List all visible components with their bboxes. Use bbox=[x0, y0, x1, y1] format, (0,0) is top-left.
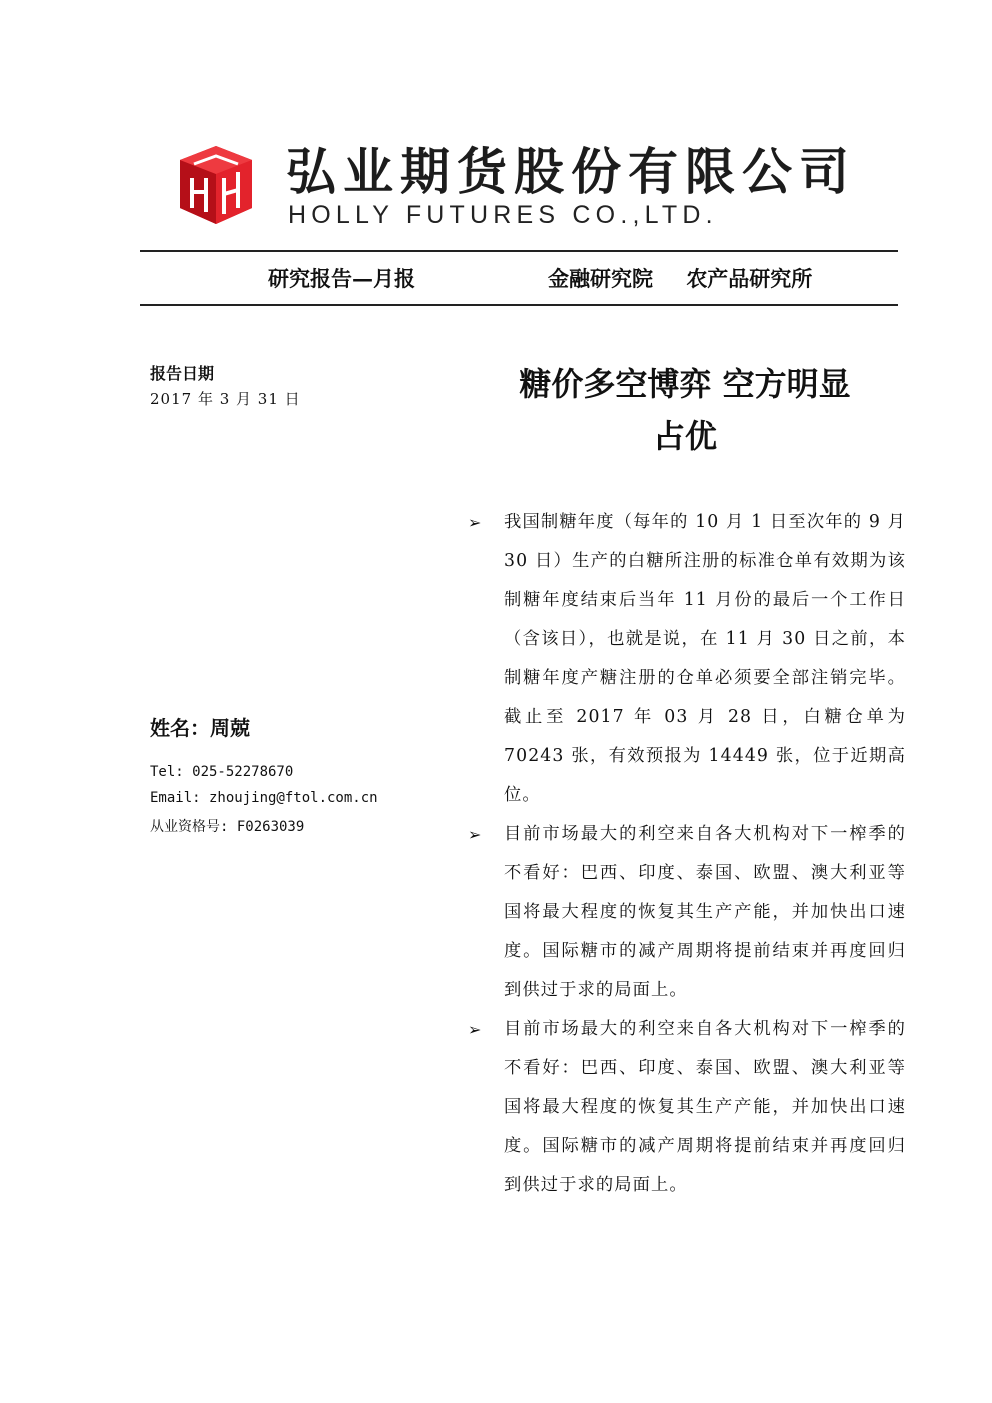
author-tel: Tel: 025-52278670 bbox=[150, 764, 294, 780]
arrow-bullet-icon: ➢ bbox=[468, 1020, 483, 1039]
list-item bbox=[466, 503, 906, 815]
arrow-bullet-icon: ➢ bbox=[468, 513, 483, 532]
report-title-line1: 糖价多空博弈 空方明显 bbox=[519, 365, 851, 403]
bullet-text: 目前市场最大的利空来自各大机构对下一榨季的不看好：巴西、印度、泰国、欧盟、澳大利亚等国将最大程度的恢复其生产产能，并加快出口速度。国际糖市的减产周期将提前结束并再度回归到供过于求的局面上。 bbox=[504, 824, 906, 1000]
header-bottom-rule bbox=[140, 304, 898, 306]
author-license: 从业资格号: F0263039 bbox=[150, 819, 305, 835]
report-title bbox=[470, 358, 900, 462]
list-item bbox=[466, 1010, 906, 1205]
report-date-value: 2017 年 3 月 31 日 bbox=[150, 390, 301, 408]
institute-finance: 金融研究院 bbox=[548, 266, 653, 291]
header-top-rule bbox=[140, 250, 898, 252]
report-title-line2: 占优 bbox=[652, 417, 717, 455]
arrow-bullet-icon: ➢ bbox=[468, 825, 483, 844]
institute-agriculture: 农产品研究所 bbox=[686, 266, 813, 291]
summary-bullets bbox=[466, 503, 906, 1205]
bullet-text: 我国制糖年度（每年的 10 月 1 日至次年的 9 月 30 日）生产的白糖所注册的标准仓单有效期为该制糖年度结束后当年 11 月份的最后一个工作日（含该日），也就是说，在 11 月 30 日之前，本制糖年度产糖注册的仓单必须要全部注销完毕。截止至 2017 年 03 月 28 日，白糖仓单为 70243 张，有效预报为 14449 张，位于近期高位。 bbox=[504, 512, 906, 805]
report-type: 研究报告—月报 bbox=[268, 266, 415, 291]
institutes bbox=[548, 263, 812, 293]
company-name-chinese: 弘业期货股份有限公司 bbox=[286, 143, 856, 201]
author-email: Email: zhoujing@ftol.com.cn bbox=[150, 790, 378, 806]
list-item bbox=[466, 815, 906, 1010]
bullet-text: 目前市场最大的利空来自各大机构对下一榨季的不看好：巴西、印度、泰国、欧盟、澳大利亚等国将最大程度的恢复其生产产能，并加快出口速度。国际糖市的减产周期将提前结束并再度回归到供过于求的局面上。 bbox=[504, 1019, 906, 1195]
company-name-english: HOLLY FUTURES CO.,LTD. bbox=[288, 201, 718, 229]
report-date-label: 报告日期 bbox=[150, 364, 215, 383]
holly-cube-logo-icon bbox=[172, 142, 258, 228]
author-name: 姓名：周兢 bbox=[150, 716, 250, 740]
company-logo bbox=[168, 138, 888, 230]
